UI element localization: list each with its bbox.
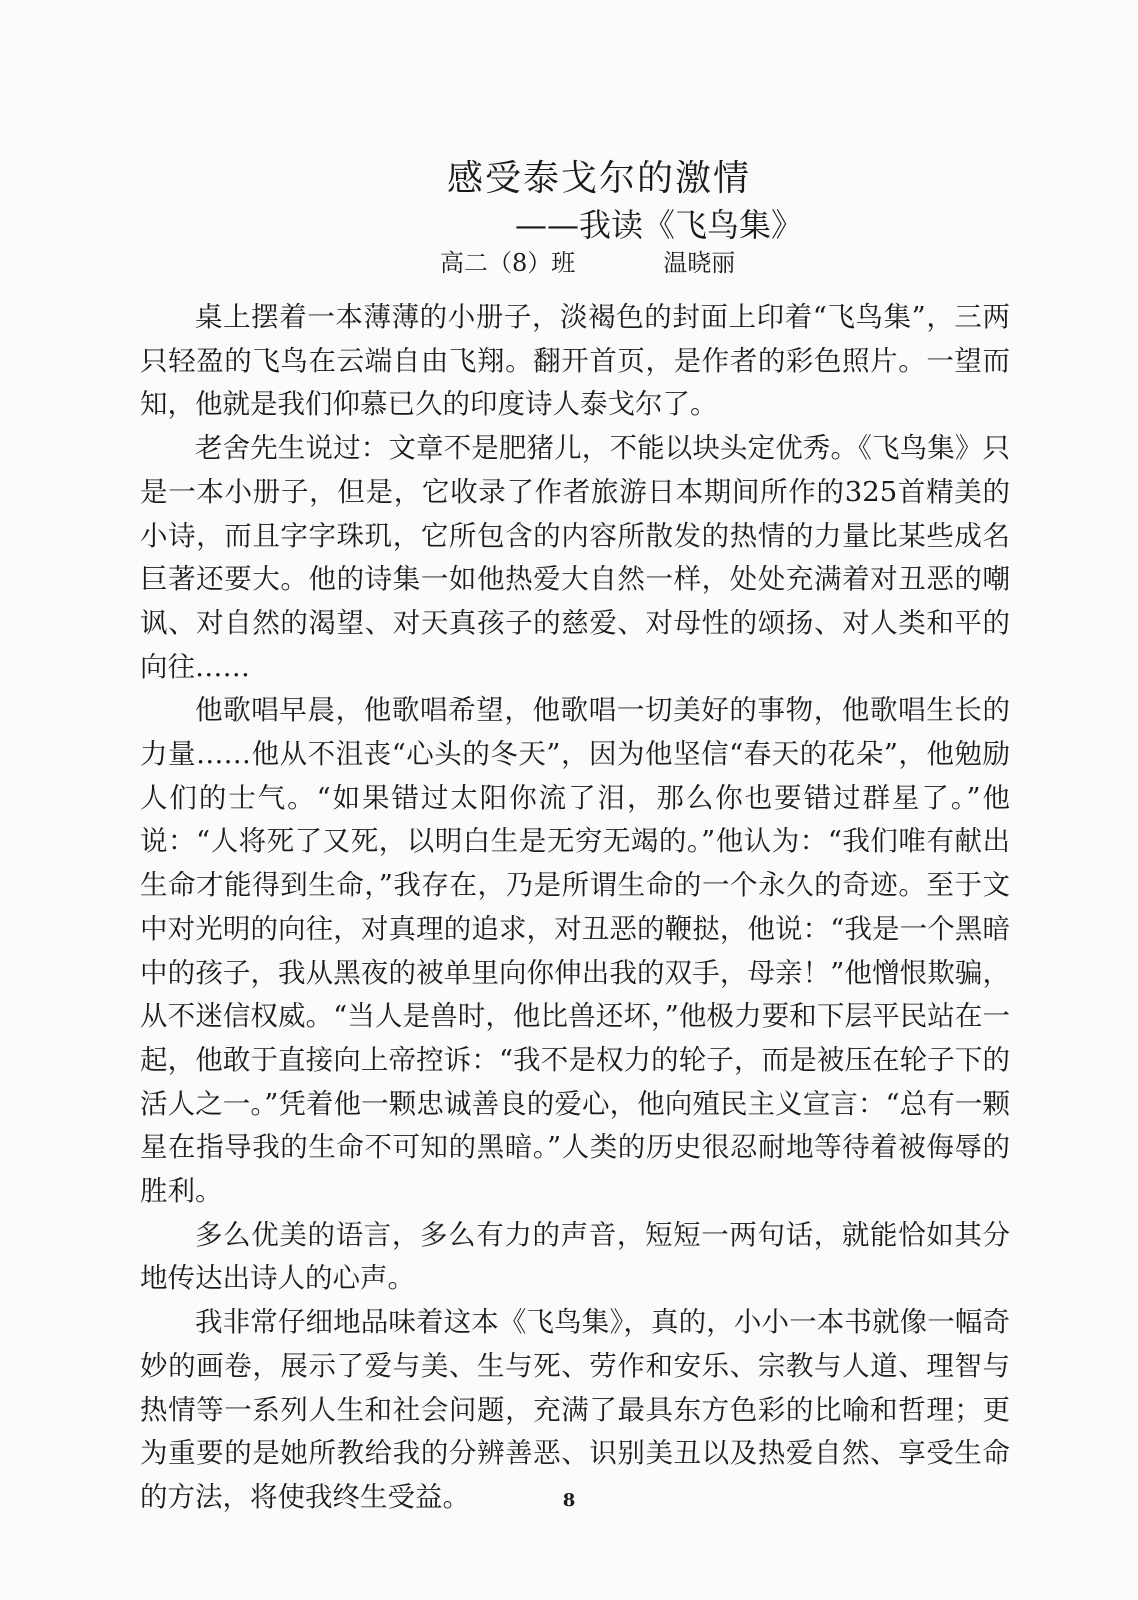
paragraph-1: 桌上摆着一本薄薄的小册子，淡褐色的封面上印着“飞鸟集”，三两只轻盈的飞鸟在云端自由飞翔。翻开首页，是作者的彩色照片。一望而知，他就是我们仰慕已久的印度诗人泰戈尔了。 bbox=[140, 301, 1010, 421]
byline bbox=[440, 243, 735, 278]
page-number: 8 bbox=[562, 1490, 576, 1511]
essay-subtitle: ——我读《飞鸟集》 bbox=[515, 206, 804, 244]
author-name: 温晓丽 bbox=[663, 249, 736, 277]
paragraph-2: 老舍先生说过：文章不是肥猪儿，不能以块头定优秀。《飞鸟集》只是一本小册子，但是，它收录了作者旅游日本期间所作的325首精美的小诗，而且字字珠玑，它所包含的内容所散发的热情的力量比某些成名巨著还要大。他的诗集一如他热爱大自然一样，处处充满着对丑恶的嘲讽、对自然的渴望、对天真孩子的慈爱、对母性的颂扬、对人类和平的向往…… bbox=[140, 432, 1010, 683]
essay-title: 感受泰戈尔的激情 bbox=[447, 158, 752, 199]
paragraph-4: 多么优美的语言，多么有力的声音，短短一两句话，就能恰如其分地传达出诗人的心声。 bbox=[140, 1218, 1010, 1295]
class-label: 高二（8）班 bbox=[440, 249, 576, 277]
essay-body bbox=[140, 296, 1010, 1520]
paragraph-3: 他歌唱早晨，他歌唱希望，他歌唱一切美好的事物，他歌唱生长的力量……他从不沮丧“心头的冬天”，因为他坚信“春天的花朵”，他勉励人们的士气。“如果错过太阳你流了泪，那么你也要错过群星了。”他说：“人将死了又死，以明白生是无穷无竭的。”他认为：“我们唯有献出生命才能得到生命，”我存在，乃是所谓生命的一个永久的奇迹。至于文中对光明的向往，对真理的追求，对丑恶的鞭挞，他说：“我是一个黑暗中的孩子，我从黑夜的被单里向你伸出我的双手，母亲！”他憎恨欺骗，从不迷信权威。“当人是兽时，他比兽还坏，”他极力要和下层平民站在一起，他敢于直接向上帝控诉：“我不是权力的轮子，而是被压在轮子下的活人之一。”凭着他一颗忠诚善良的爱心，他向殖民主义宣言：“总有一颗星在指导我的生命不可知的黑暗。”人类的历史很忍耐地等待着被侮辱的胜利。 bbox=[140, 694, 1010, 1208]
paragraph-5: 我非常仔细地品味着这本《飞鸟集》，真的，小小一本书就像一幅奇妙的画卷，展示了爱与美、生与死、劳作和安乐、宗教与人道、理智与热情等一系列人生和社会问题，充满了最具东方色彩的比喻和哲理；更为重要的是她所教给我的分辨善恶、识别美丑以及热爱自然、享受生命的方法，将使我终生受益。 bbox=[140, 1306, 1010, 1513]
